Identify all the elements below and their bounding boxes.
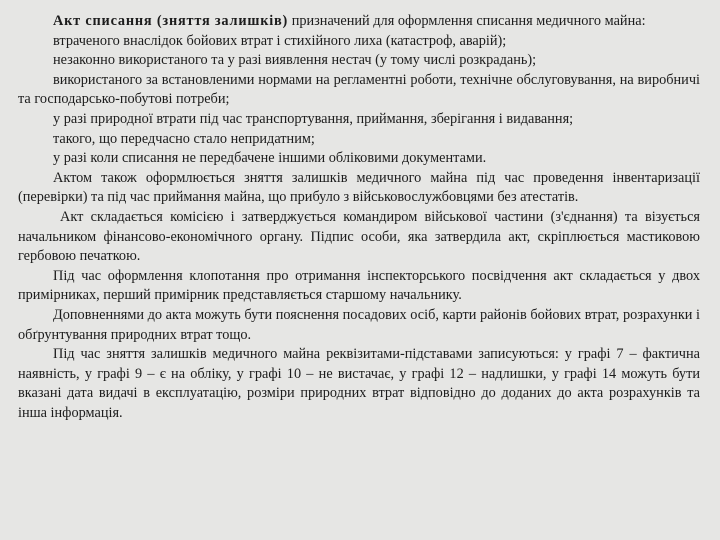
copies-paragraph: Під час оформлення клопотання про отримання інспекторського посвідчення акт складається у двох примірниках, перший примірник представляється старшому начальнику. xyxy=(18,267,700,304)
act-title: Акт списання (зняття залишків) xyxy=(53,13,289,29)
list-item-shortages: незаконно використаного та у разі виявлення нестач (у тому числі розкрадань); xyxy=(53,52,537,69)
document-body xyxy=(18,12,700,423)
intro-text: призначений для оформлення списання медичного майна: xyxy=(288,13,646,29)
list-item-norm-usage: використаного за встановленими нормами на регламентні роботи, технічне обслуговування, на виробничі та господарсько-побутові потреби; xyxy=(18,71,700,108)
list-item-unusable: такого, що передчасно стало непридатним; xyxy=(53,130,315,147)
attachments-paragraph: Доповненнями до акта можуть бути пояснення посадових осіб, карти районів бойових втрат, розрахунки і обґрунтування природних втрат тощо. xyxy=(18,306,700,343)
intro-paragraph xyxy=(18,12,700,32)
commission-paragraph: Акт складається комісією і затверджується командиром військової частини (з'єднання) та візується начальником фінансово-економічного органу. Підпис особи, яка затвердила акт, скріплюється мастиковою гербовою печаткою. xyxy=(18,208,700,265)
list-item-combat-losses: втраченого внаслідок бойових втрат і стихійного лиха (катастроф, аварій); xyxy=(53,32,507,49)
list-item-natural-loss: у разі природної втрати під час транспортування, приймання, зберігання і видавання; xyxy=(53,110,574,127)
columns-paragraph: Під час зняття залишків медичного майна реквізитами-підставами записуються: у графі 7 – фактична наявність, у графі 9 – є на обліку, у графі 10 – не вистачає, у графі 12 – надлишки, у графі 14 можуть бути вказані дата видачі в експлуатацію, розміри природних втрат відповідно до доданих до акта розрахунків та інша інформація. xyxy=(18,346,700,421)
inventory-paragraph: Актом також оформлюється зняття залишків медичного майна під час проведення інвентаризації (перевірки) та під час приймання майна, що прибуло з військовослужбовцями без атестатів. xyxy=(18,169,700,206)
list-item-other-cases: у разі коли списання не передбачене іншими обліковими документами. xyxy=(53,150,487,167)
